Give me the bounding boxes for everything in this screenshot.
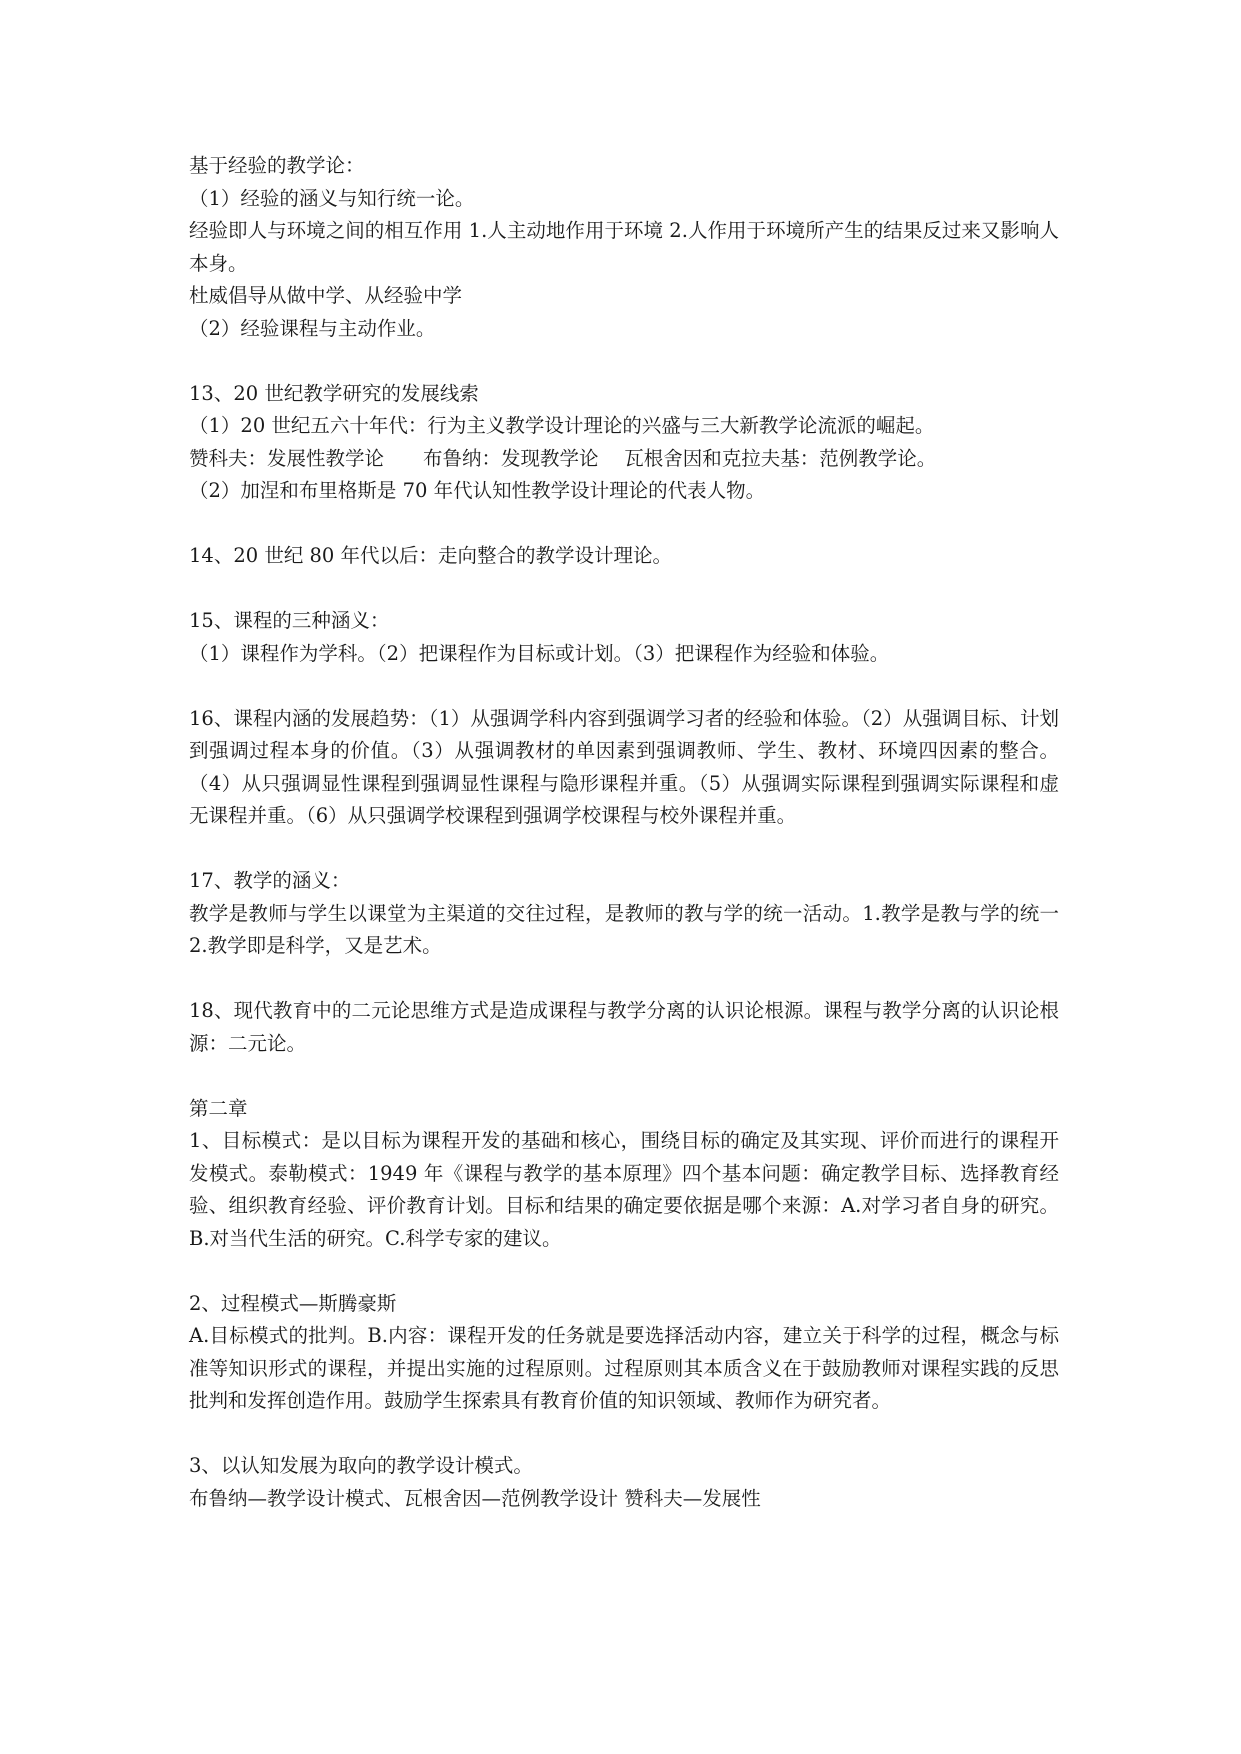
paragraph: 杜威倡导从做中学、从经验中学 — [189, 284, 463, 307]
heading-item-17: 17、教学的涵义： — [189, 869, 351, 892]
spacer — [189, 1418, 1059, 1451]
paragraph: 经验即人与环境之间的相互作用 1.人主动地作用于环境 2.人作用于环境所产生的结果反过来又影响人本身。 — [189, 219, 1059, 275]
heading-item-2: 2、过程模式—斯腾豪斯 — [189, 1291, 397, 1315]
heading-item-15: 15、课程的三种涵义： — [189, 609, 390, 632]
heading-item-14: 14、20 世纪 80 年代以后：走向整合的教学设计理论。 — [189, 544, 673, 567]
paragraph: （2）加涅和布里格斯是 70 年代认知性教学设计理论的代表人物。 — [189, 479, 766, 502]
paragraph: （1）20 世纪五六十年代：行为主义教学设计理论的兴盛与三大新教学论流派的崛起。 — [189, 414, 935, 437]
document-body — [189, 150, 1059, 1515]
spacer — [189, 508, 1059, 541]
chapter-heading: 第二章 — [189, 1096, 248, 1120]
paragraph: 布鲁纳—教学设计模式、瓦根舍因—范例教学设计 赞科夫—发展性 — [189, 1486, 761, 1510]
spacer — [189, 1060, 1059, 1093]
paragraph: 教学是教师与学生以课堂为主渠道的交往过程，是教师的教与学的统一活动。1.教学是教与学的统一 2.教学即是科学，又是艺术。 — [189, 901, 1059, 957]
heading-item-3: 3、以认知发展为取向的教学设计模式。 — [189, 1454, 533, 1477]
spacer — [189, 1255, 1059, 1288]
paragraph: （2）经验课程与主动作业。 — [189, 316, 436, 340]
spacer — [189, 345, 1059, 378]
heading-experience-teaching: 基于经验的教学论： — [189, 154, 365, 177]
paragraph: （1）经验的涵义与知行统一论。 — [189, 186, 475, 210]
spacer — [189, 963, 1059, 996]
paragraph-item-18: 18、现代教育中的二元论思维方式是造成课程与教学分离的认识论根源。课程与教学分离的认识论根源：二元论。 — [189, 999, 1059, 1055]
spacer — [189, 833, 1059, 866]
paragraph: （1）课程作为学科。（2）把课程作为目标或计划。（3）把课程作为经验和体验。 — [189, 641, 890, 665]
paragraph-item-1: 1、目标模式：是以目标为课程开发的基础和核心，围绕目标的确定及其实现、评价而进行的课程开发模式。泰勒模式：1949 年《课程与教学的基本原理》四个基本问题：确定教学目标、选择教育经验、组织教育经验、评价教育计划。目标和结果的确定要依据是哪个来源：A.对学习者自身的研究。B.对当代生活的研究。C.科学专家的建议。 — [189, 1129, 1059, 1250]
paragraph-item-16: 16、课程内涵的发展趋势：（1）从强调学科内容到强调学习者的经验和体验。（2）从强调目标、计划到强调过程本身的价值。（3）从强调教材的单因素到强调教师、学生、教材、环境四因素的整合。（4）从只强调显性课程到强调显性课程与隐形课程并重。（5）从强调实际课程到强调实际课程和虚无课程并重。（6）从只强调学校课程到强调学校课程与校外课程并重。 — [189, 706, 1059, 827]
spacer — [189, 573, 1059, 606]
paragraph: 赞科夫：发展性教学论 布鲁纳：发现教学论 瓦根舍因和克拉夫基：范例教学论。 — [189, 446, 937, 470]
spacer — [189, 670, 1059, 703]
paragraph: A.目标模式的批判。B.内容：课程开发的任务就是要选择活动内容，建立关于科学的过程，概念与标准等知识形式的课程，并提出实施的过程原则。过程原则其本质含义在于鼓励教师对课程实践的反思批判和发挥创造作用。鼓励学生探索具有教育价值的知识领域、教师作为研究者。 — [189, 1324, 1059, 1412]
heading-item-13: 13、20 世纪教学研究的发展线索 — [189, 381, 479, 405]
